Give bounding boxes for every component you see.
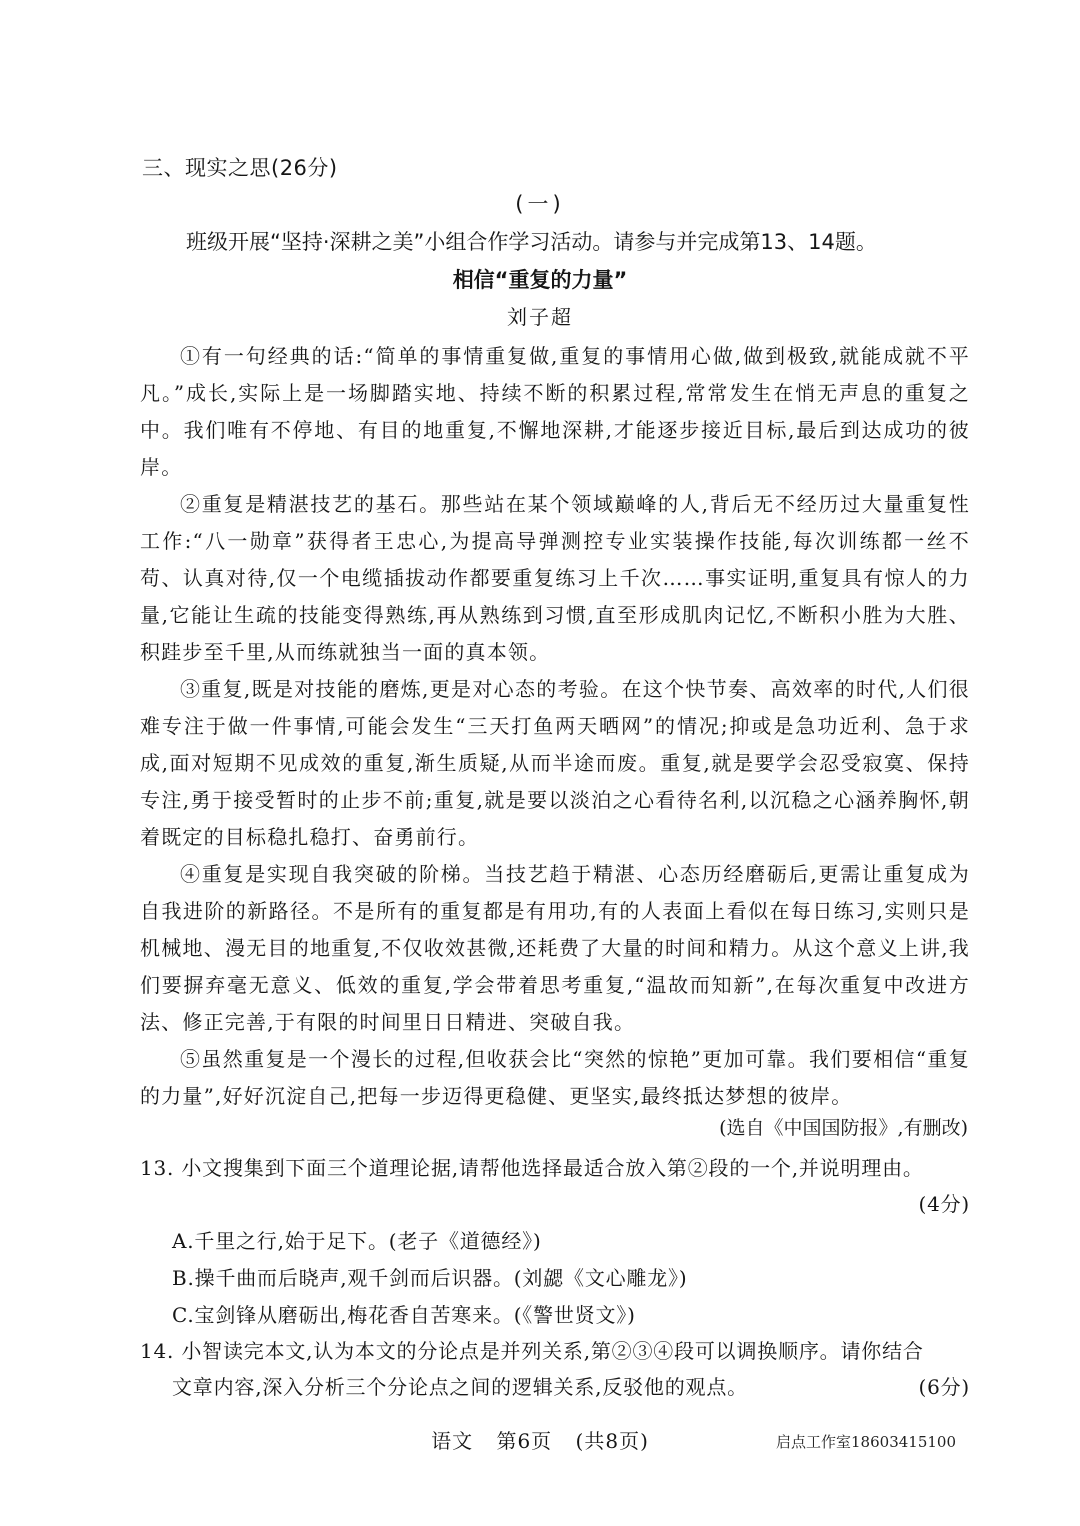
option-c: C.宝剑锋从磨砺出,梅花香自苦寒来。(《警世贤文》)	[172, 1303, 636, 1327]
article-body	[140, 338, 970, 1115]
part-number: (一)	[515, 192, 565, 216]
question-13-score: (4分)	[918, 1192, 970, 1216]
section-title: 三、现实之思(26分)	[142, 156, 338, 180]
option-b: B.操千曲而后晓声,观千剑而后识器。(刘勰《文心雕龙》)	[172, 1266, 688, 1290]
footer-total: (共8页)	[575, 1429, 649, 1453]
paragraph-2: ②重复是精湛技艺的基石。那些站在某个领域巅峰的人,背后无不经历过大量重复性工作:“八一勋章”获得者王忠心,为提高导弹测控专业实装操作技能,每次训练都一丝不苟、认真对待,仅一个电缆插拔动作都要重复练习上千次……事实证明,重复具有惊人的力量,它能让生疏的技能变得熟练,再从熟练到习惯,直至形成肌肉记忆,不断积小胜为大胜、积跬步至千里,从而练就独当一面的真本领。	[140, 492, 970, 664]
paragraph-4: ④重复是实现自我突破的阶梯。当技艺趋于精湛、心态历经磨砺后,更需让重复成为自我进阶的新路径。不是所有的重复都是有用功,有的人表面上看似在每日练习,实则只是机械地、漫无目的地重复,不仅收效甚微,还耗费了大量的时间和精力。从这个意义上讲,我们要摒弃毫无意义、低效的重复,学会带着思考重复,“温故而知新”,在每次重复中改进方法、修正完善,于有限的时间里日日精进、突破自我。	[140, 862, 970, 1034]
question-14-score: (6分)	[918, 1375, 970, 1399]
footer-studio: 启点工作室18603415100	[776, 1433, 956, 1451]
question-14-line-1: 14. 小智读完本文,认为本文的分论点是并列关系,第②③④段可以调换顺序。请你结合	[140, 1339, 924, 1363]
article-author: 刘子超	[507, 305, 573, 329]
paragraph-3: ③重复,既是对技能的磨炼,更是对心态的考验。在这个快节奏、高效率的时代,人们很难专注于做一件事情,可能会发生“三天打鱼两天晒网”的情况;抑或是急功近利、急于求成,面对短期不见成效的重复,渐生质疑,从而半途而废。重复,就是要学会忍受寂寞、保持专注,勇于接受暂时的止步不前;重复,就是要以淡泊之心看待名利,以沉稳之心涵养胸怀,朝着既定的目标稳扎稳打、奋勇前行。	[140, 677, 970, 849]
question-13-options	[172, 1223, 687, 1334]
article-title: 相信“重复的力量”	[452, 268, 628, 292]
footer-page: 第6页	[496, 1429, 553, 1453]
paragraph-1: ①有一句经典的话:“简单的事情重复做,重复的事情用心做,做到极致,就能成就不平凡。”成长,实际上是一场脚踏实地、持续不断的积累过程,常常发生在悄无声息的重复之中。我们唯有不停地、有目的地重复,不懈地深耕,才能逐步接近目标,最后到达成功的彼岸。	[140, 344, 970, 479]
question-13-text: 13. 小文搜集到下面三个道理论据,请帮他选择最适合放入第②段的一个,并说明理由。	[140, 1156, 924, 1180]
activity-intro: 班级开展“坚持·深耕之美”小组合作学习活动。请参与并完成第13、14题。	[186, 230, 877, 254]
article-source: (选自《中国国防报》,有删改)	[719, 1117, 968, 1139]
paragraph-5: ⑤虽然重复是一个漫长的过程,但收获会比“突然的惊艳”更加可靠。我们要相信“重复的力量”,好好沉淀自己,把每一步迈得更稳健、更坚实,最终抵达梦想的彼岸。	[140, 1047, 970, 1108]
option-a: A.千里之行,始于足下。(老子《道德经》)	[172, 1229, 542, 1253]
footer-subject: 语文	[431, 1429, 474, 1453]
question-13	[140, 1150, 970, 1222]
question-14-line-2-row	[140, 1369, 970, 1405]
question-14	[140, 1333, 970, 1405]
question-14-line-2: 文章内容,深入分析三个分论点之间的逻辑关系,反驳他的观点。	[172, 1375, 748, 1399]
